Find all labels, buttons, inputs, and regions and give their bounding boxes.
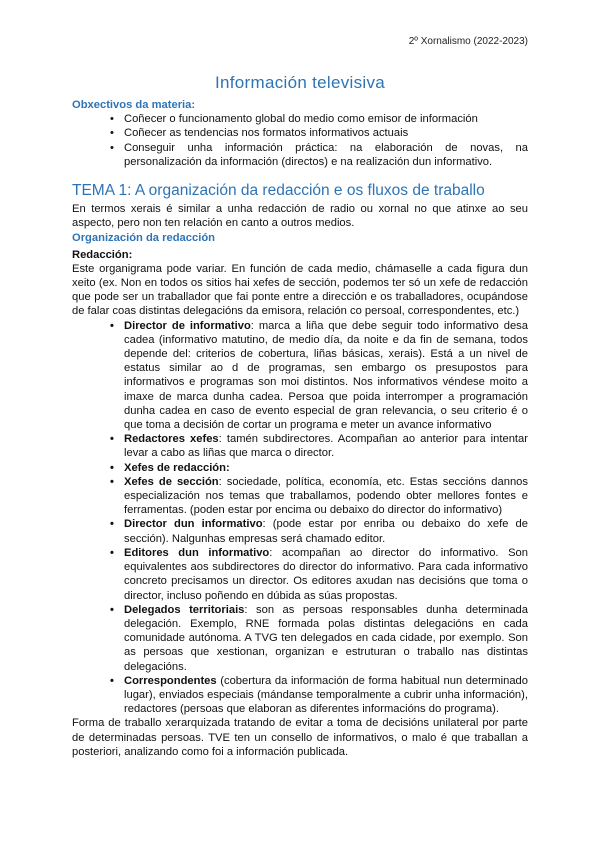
role-text: : (pode estar por enriba ou debaixo do xefe de sección). Nalgunhas empresas será chamado editor. xyxy=(124,518,528,545)
role-text: : son as persoas responsables dunha determinada delegación. Exemplo, RNE formada polas distintas delegacións en cada comunidade autónoma. A TVG ten delegados en cada cidade, por exemplo. Son as persoas que xestionan, organizan e estruturan o traballo nas distintas delegacións. xyxy=(124,603,528,673)
role-term: Xefes de redacción: xyxy=(124,461,230,474)
objective-item: • Coñecer o funcionamento global do medio como emisor de información xyxy=(72,112,528,126)
organization-heading: Organización da redacción xyxy=(72,232,215,245)
role-item xyxy=(72,546,528,603)
objectives-list xyxy=(72,112,528,169)
role-term: Director de informativo xyxy=(124,319,251,332)
role-term: Delegados territoriais xyxy=(124,603,245,616)
role-item xyxy=(72,432,528,460)
role-text: : marca a liña que debe seguir todo informativo desa cadea (informativo matutino, de medio día, da noite e da fin de semana, todos depende del: criterios de cobertura, liñas básicas, xerais). Está a un nivel de estatus similar ao d de programas, sen embargo os presupostos para informativos e programas son moi distintos. Nos informativos véndese moito a imaxe de marca dunha cadea. Persoa que poida interromper a programación dunha cadea en caso de evento especial de gran relevancia, o seu criterio é o que toma a decisión de cortar un programa e meter un avance informativo xyxy=(124,319,528,432)
objective-item: • Conseguir unha información práctica: na elaboración de novas, na personalización da información (directos) e na realización dun informativo. xyxy=(72,141,528,169)
role-item xyxy=(72,674,528,717)
tema-intro: En termos xerais é similar a unha redacción de radio ou xornal no que atinxe ao seu aspecto, pero non ten relación en canto a outros medios. xyxy=(72,203,528,230)
document-title: Información televisiva xyxy=(214,73,386,92)
page-header: 2º Xornalismo (2022-2023) xyxy=(408,36,528,47)
role-item xyxy=(72,475,528,518)
role-item xyxy=(72,319,528,433)
role-term: Director dun informativo xyxy=(124,518,263,531)
role-text: : sociedade, política, economía, etc. Estas seccións dannos especialización nos temas que traballamos, podendo obter mellores fontes e ferramentas. (poden estar por encima ou debaixo do director do informativo) xyxy=(124,475,528,517)
objective-item: • Coñecer as tendencias nos formatos informativos actuais xyxy=(72,126,528,140)
role-text: : tamén subdirectores. Acompañan ao anterior para intentar levar a cabo as liñas que marca o director. xyxy=(124,433,528,460)
role-term: Correspondentes xyxy=(124,674,217,687)
closing-paragraph: Forma de traballo xerarquizada tratando de evitar a toma de decisións unilateral por parte de determinadas persoas. TVE ten un consello de informativos, o malo é que traballan a posteriori, analizando como foi a información publicada. xyxy=(72,717,528,758)
document-body xyxy=(72,72,528,759)
role-text: (cobertura da información de forma habitual nun determinado lugar), enviados especiais (mándanse temporalmente a cubrir unha información), redactores (persoas que elaboran as diferentes informacións do programa). xyxy=(124,674,528,716)
organization-paragraph: Este organigrama pode variar. En función de cada medio, chámaselle a cada figura dun xeito (ex. Non en todos os sitios hai xefes de sección, podemos ter só un xefe de redacción que pode ser un traballador que fai ponte entre a dirección e os traballadores, ocupándose de falar coas distintas delegacións da emisora, relación co persoal, correspondentes, etc.) xyxy=(72,262,528,318)
role-item xyxy=(72,461,528,475)
role-item xyxy=(72,517,528,545)
roles-list xyxy=(72,319,528,717)
tema-title: TEMA 1: A organización da redacción e os fluxos de traballo xyxy=(72,182,485,200)
role-term: Xefes de sección xyxy=(124,475,219,488)
role-term: Redactores xefes xyxy=(124,433,219,446)
objectives-heading: Obxectivos da materia: xyxy=(72,99,196,111)
role-item xyxy=(72,603,528,674)
redaccion-label: Redacción: xyxy=(72,248,133,261)
role-term: Editores dun informativo xyxy=(124,546,270,559)
role-text: : acompañan ao director do informativo. Son equivalentes aos subdirectores do director do informativo. Para cada informativo concreto precisamos un director. Os editores axudan nas decisións que toma o director, incluso poñendo en dúbida as súas propostas. xyxy=(124,546,528,602)
